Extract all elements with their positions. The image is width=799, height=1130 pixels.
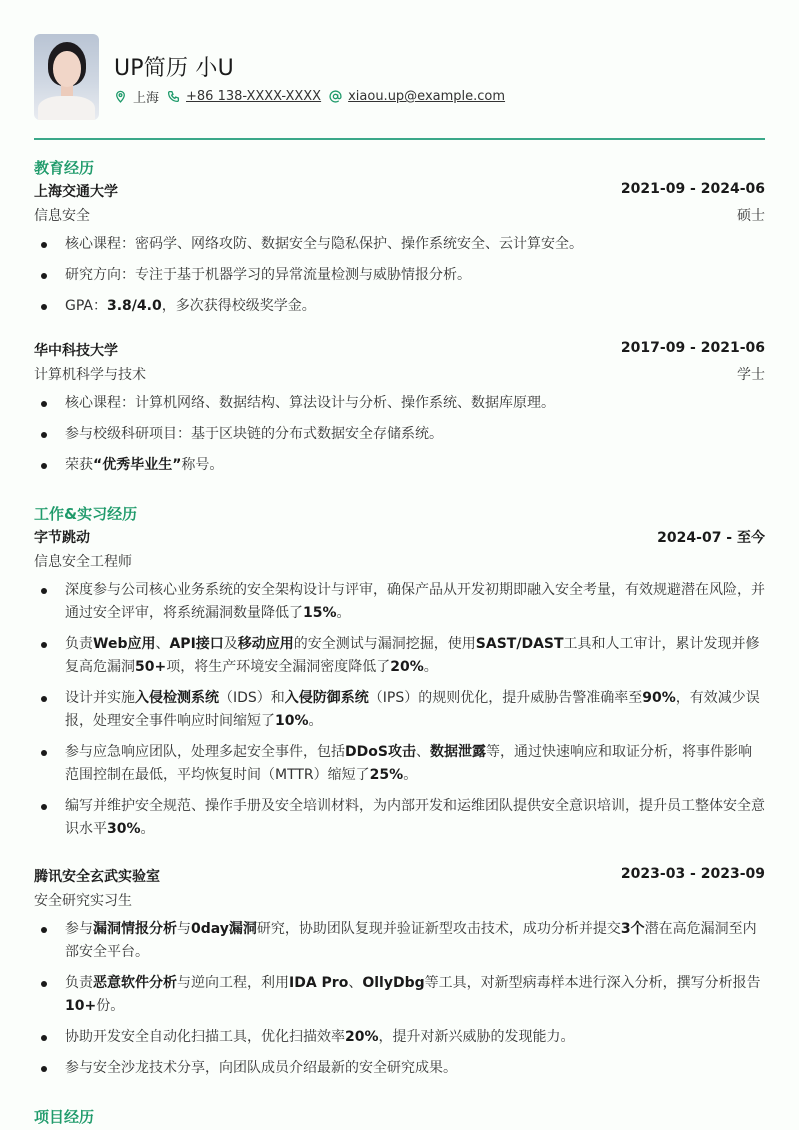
education-entry-head	[34, 181, 765, 201]
bullet-text: 的安全测试与漏洞挖掘，使用	[293, 636, 476, 652]
bullet-text: 设计并实施	[65, 690, 135, 706]
bullet-text: 及	[223, 636, 238, 652]
bullet-text: 荣获	[65, 457, 93, 473]
education-dates: 2021-09 - 2024-06	[620, 181, 765, 197]
education-entry-head	[34, 340, 765, 360]
highlight-text: 移动应用	[237, 636, 294, 652]
bullet-text: 项，将生产环境安全漏洞密度降低了	[166, 659, 391, 675]
major: 信息安全	[34, 208, 90, 224]
work-entry-head	[34, 527, 765, 547]
company-name: 字节跳动	[34, 530, 90, 546]
highlight-text: SAST/DAST	[475, 636, 564, 652]
bullet-text: 研究方向：专注于基于机器学习的异常流量检测与威胁情报分析。	[65, 267, 471, 283]
highlight-text: 恶意软件分析	[93, 975, 177, 991]
bullet-text: （IPS）的规则优化，提升威胁告警准确率至	[368, 690, 643, 706]
location-pin-icon	[114, 90, 127, 103]
section-title-projects: 项目经历	[34, 1108, 95, 1126]
bullet-text: 参与	[65, 921, 93, 937]
section-title-education: 教育经历	[34, 159, 95, 177]
contact-info	[114, 87, 513, 106]
highlight-text: 10+	[65, 998, 97, 1014]
header-divider	[34, 138, 765, 140]
education-entry-sub	[34, 205, 765, 225]
bullet-text: 与逆向工程，利用	[177, 975, 289, 991]
highlight-text: 0day漏洞	[191, 921, 257, 937]
avatar	[34, 34, 99, 120]
bullet-text: 负责	[65, 975, 93, 991]
email	[329, 89, 505, 104]
bullet-text: 参与安全沙龙技术分享，向团队成员介绍最新的安全研究成果。	[65, 1060, 457, 1076]
bullet-text: 。	[336, 605, 351, 621]
location	[114, 87, 159, 106]
company-name: 腾讯安全玄武实验室	[34, 869, 160, 885]
degree: 学士	[737, 367, 765, 383]
work-bullets	[34, 918, 765, 1088]
education-dates: 2017-09 - 2021-06	[620, 340, 765, 356]
bullet-text: 。	[403, 767, 418, 783]
work-entry-sub	[34, 551, 765, 571]
bullet-item	[34, 423, 765, 446]
bullet-item	[34, 795, 765, 841]
education-bullets	[34, 233, 765, 326]
bullet-item	[34, 233, 765, 256]
bullet-item	[34, 1026, 765, 1049]
highlight-text: Web应用	[93, 636, 156, 652]
work-entry-sub	[34, 890, 765, 910]
bullet-text: GPA：	[65, 298, 107, 314]
highlight-text: 30%	[107, 821, 141, 837]
candidate-name: UP简历 小U	[114, 56, 234, 81]
highlight-text: 90%	[642, 690, 676, 706]
work-bullets	[34, 579, 765, 849]
bullet-text: ，有效减少误报，处理安全事件响应时间缩短了	[65, 690, 760, 729]
highlight-text: 入侵防御系统	[284, 690, 369, 706]
bullet-text: 协助开发安全自动化扫描工具，优化扫描效率	[65, 1029, 345, 1045]
highlight-text: 数据泄露	[429, 744, 486, 760]
phone-icon	[167, 90, 180, 103]
section-title-work: 工作&实习经历	[34, 505, 138, 523]
email-link[interactable]: xiaou.up@example.com	[348, 89, 506, 104]
job-role: 安全研究实习生	[34, 893, 132, 909]
bullet-item	[34, 392, 765, 415]
highlight-text: 15%	[303, 605, 337, 621]
highlight-text: OllyDbg	[362, 975, 425, 991]
highlight-text: API接口	[169, 636, 224, 652]
resume-header	[34, 0, 765, 140]
bullet-item	[34, 295, 765, 318]
bullet-text: 。	[140, 821, 155, 837]
bullet-item	[34, 741, 765, 787]
bullet-text: 负责	[65, 636, 93, 652]
school-name: 上海交通大学	[34, 184, 118, 200]
bullet-item	[34, 579, 765, 625]
highlight-text: 25%	[369, 767, 404, 783]
bullet-text: （IDS）和	[219, 690, 285, 706]
location-text: 上海	[133, 91, 160, 106]
bullet-text: 参与校级科研项目：基于区块链的分布式数据安全存储系统。	[65, 426, 443, 442]
education-bullets	[34, 392, 765, 485]
education-entry-sub	[34, 364, 765, 384]
bullet-text: 等，通过快速响应和取证分析，将事件影响范围控制在最低，平均恢复时间（MTTR）缩短了	[65, 744, 752, 783]
bullet-text: 编写并维护安全规范、操作手册及安全培训材料，为内部开发和运维团队提供安全意识培训，提升员工整体安全意识水平	[65, 798, 765, 837]
resume-page	[34, 0, 765, 1126]
bullet-item	[34, 633, 765, 679]
highlight-text: 入侵检测系统	[135, 690, 219, 706]
bullet-item	[34, 972, 765, 1018]
highlight-text: 漏洞情报分析	[93, 921, 177, 937]
bullet-item	[34, 1057, 765, 1080]
highlight-text: 50+	[135, 659, 167, 675]
bullet-text: 。	[308, 713, 323, 729]
bullet-text: 工具和人工审计，累计发现并修复高危漏洞	[65, 636, 760, 675]
bullet-text: 、	[155, 636, 170, 652]
bullet-text: 研究，协助团队复现并验证新型攻击技术，成功分析并提交	[256, 921, 621, 937]
work-entry-head	[34, 866, 765, 886]
at-sign-icon	[329, 90, 342, 103]
highlight-text: “优秀毕业生”	[93, 457, 182, 473]
bullet-text: 参与应急响应团队，处理多起安全事件，包括	[65, 744, 345, 760]
bullet-text: ，多次获得校级奖学金。	[161, 298, 316, 314]
work-dates: 2024-07 - 至今	[657, 530, 765, 546]
highlight-text: 10%	[275, 713, 309, 729]
bullet-text: 份。	[96, 998, 125, 1014]
bullet-text: 等工具，对新型病毒样本进行深入分析，撰写分析报告	[424, 975, 761, 991]
major: 计算机科学与技术	[34, 367, 146, 383]
highlight-text: 20%	[345, 1029, 379, 1045]
phone-link[interactable]: +86 138-XXXX-XXXX	[186, 89, 322, 104]
bullet-item	[34, 264, 765, 287]
highlight-text: 3.8/4.0	[106, 298, 162, 314]
degree: 硕士	[737, 208, 765, 224]
bullet-text: 核心课程：密码学、网络攻防、数据安全与隐私保护、操作系统安全、云计算安全。	[65, 236, 583, 252]
bullet-text: 。	[423, 659, 438, 675]
school-name: 华中科技大学	[34, 343, 118, 359]
bullet-item	[34, 918, 765, 964]
bullet-item	[34, 454, 765, 477]
work-dates: 2023-03 - 2023-09	[620, 866, 765, 882]
bullet-text: 、	[348, 975, 363, 991]
bullet-text: ，提升对新兴威胁的发现能力。	[378, 1029, 575, 1045]
highlight-text: DDoS攻击	[345, 744, 416, 760]
bullet-text: 核心课程：计算机网络、数据结构、算法设计与分析、操作系统、数据库原理。	[65, 395, 555, 411]
phone	[167, 89, 321, 104]
job-role: 信息安全工程师	[34, 554, 132, 570]
bullet-item	[34, 687, 765, 733]
bullet-text: 潜在高危漏洞至内部安全平台。	[65, 921, 757, 960]
highlight-text: IDA Pro	[289, 975, 349, 991]
highlight-text: 3个	[620, 921, 645, 937]
bullet-text: 深度参与公司核心业务系统的安全架构设计与评审，确保产品从开发初期即融入安全考量，有效规避潜在风险，并通过安全评审，将系统漏洞数量降低了	[65, 582, 765, 621]
bullet-text: 称号。	[181, 457, 224, 473]
highlight-text: 20%	[390, 659, 424, 675]
bullet-text: 、	[415, 744, 430, 760]
bullet-text: 与	[177, 921, 191, 937]
